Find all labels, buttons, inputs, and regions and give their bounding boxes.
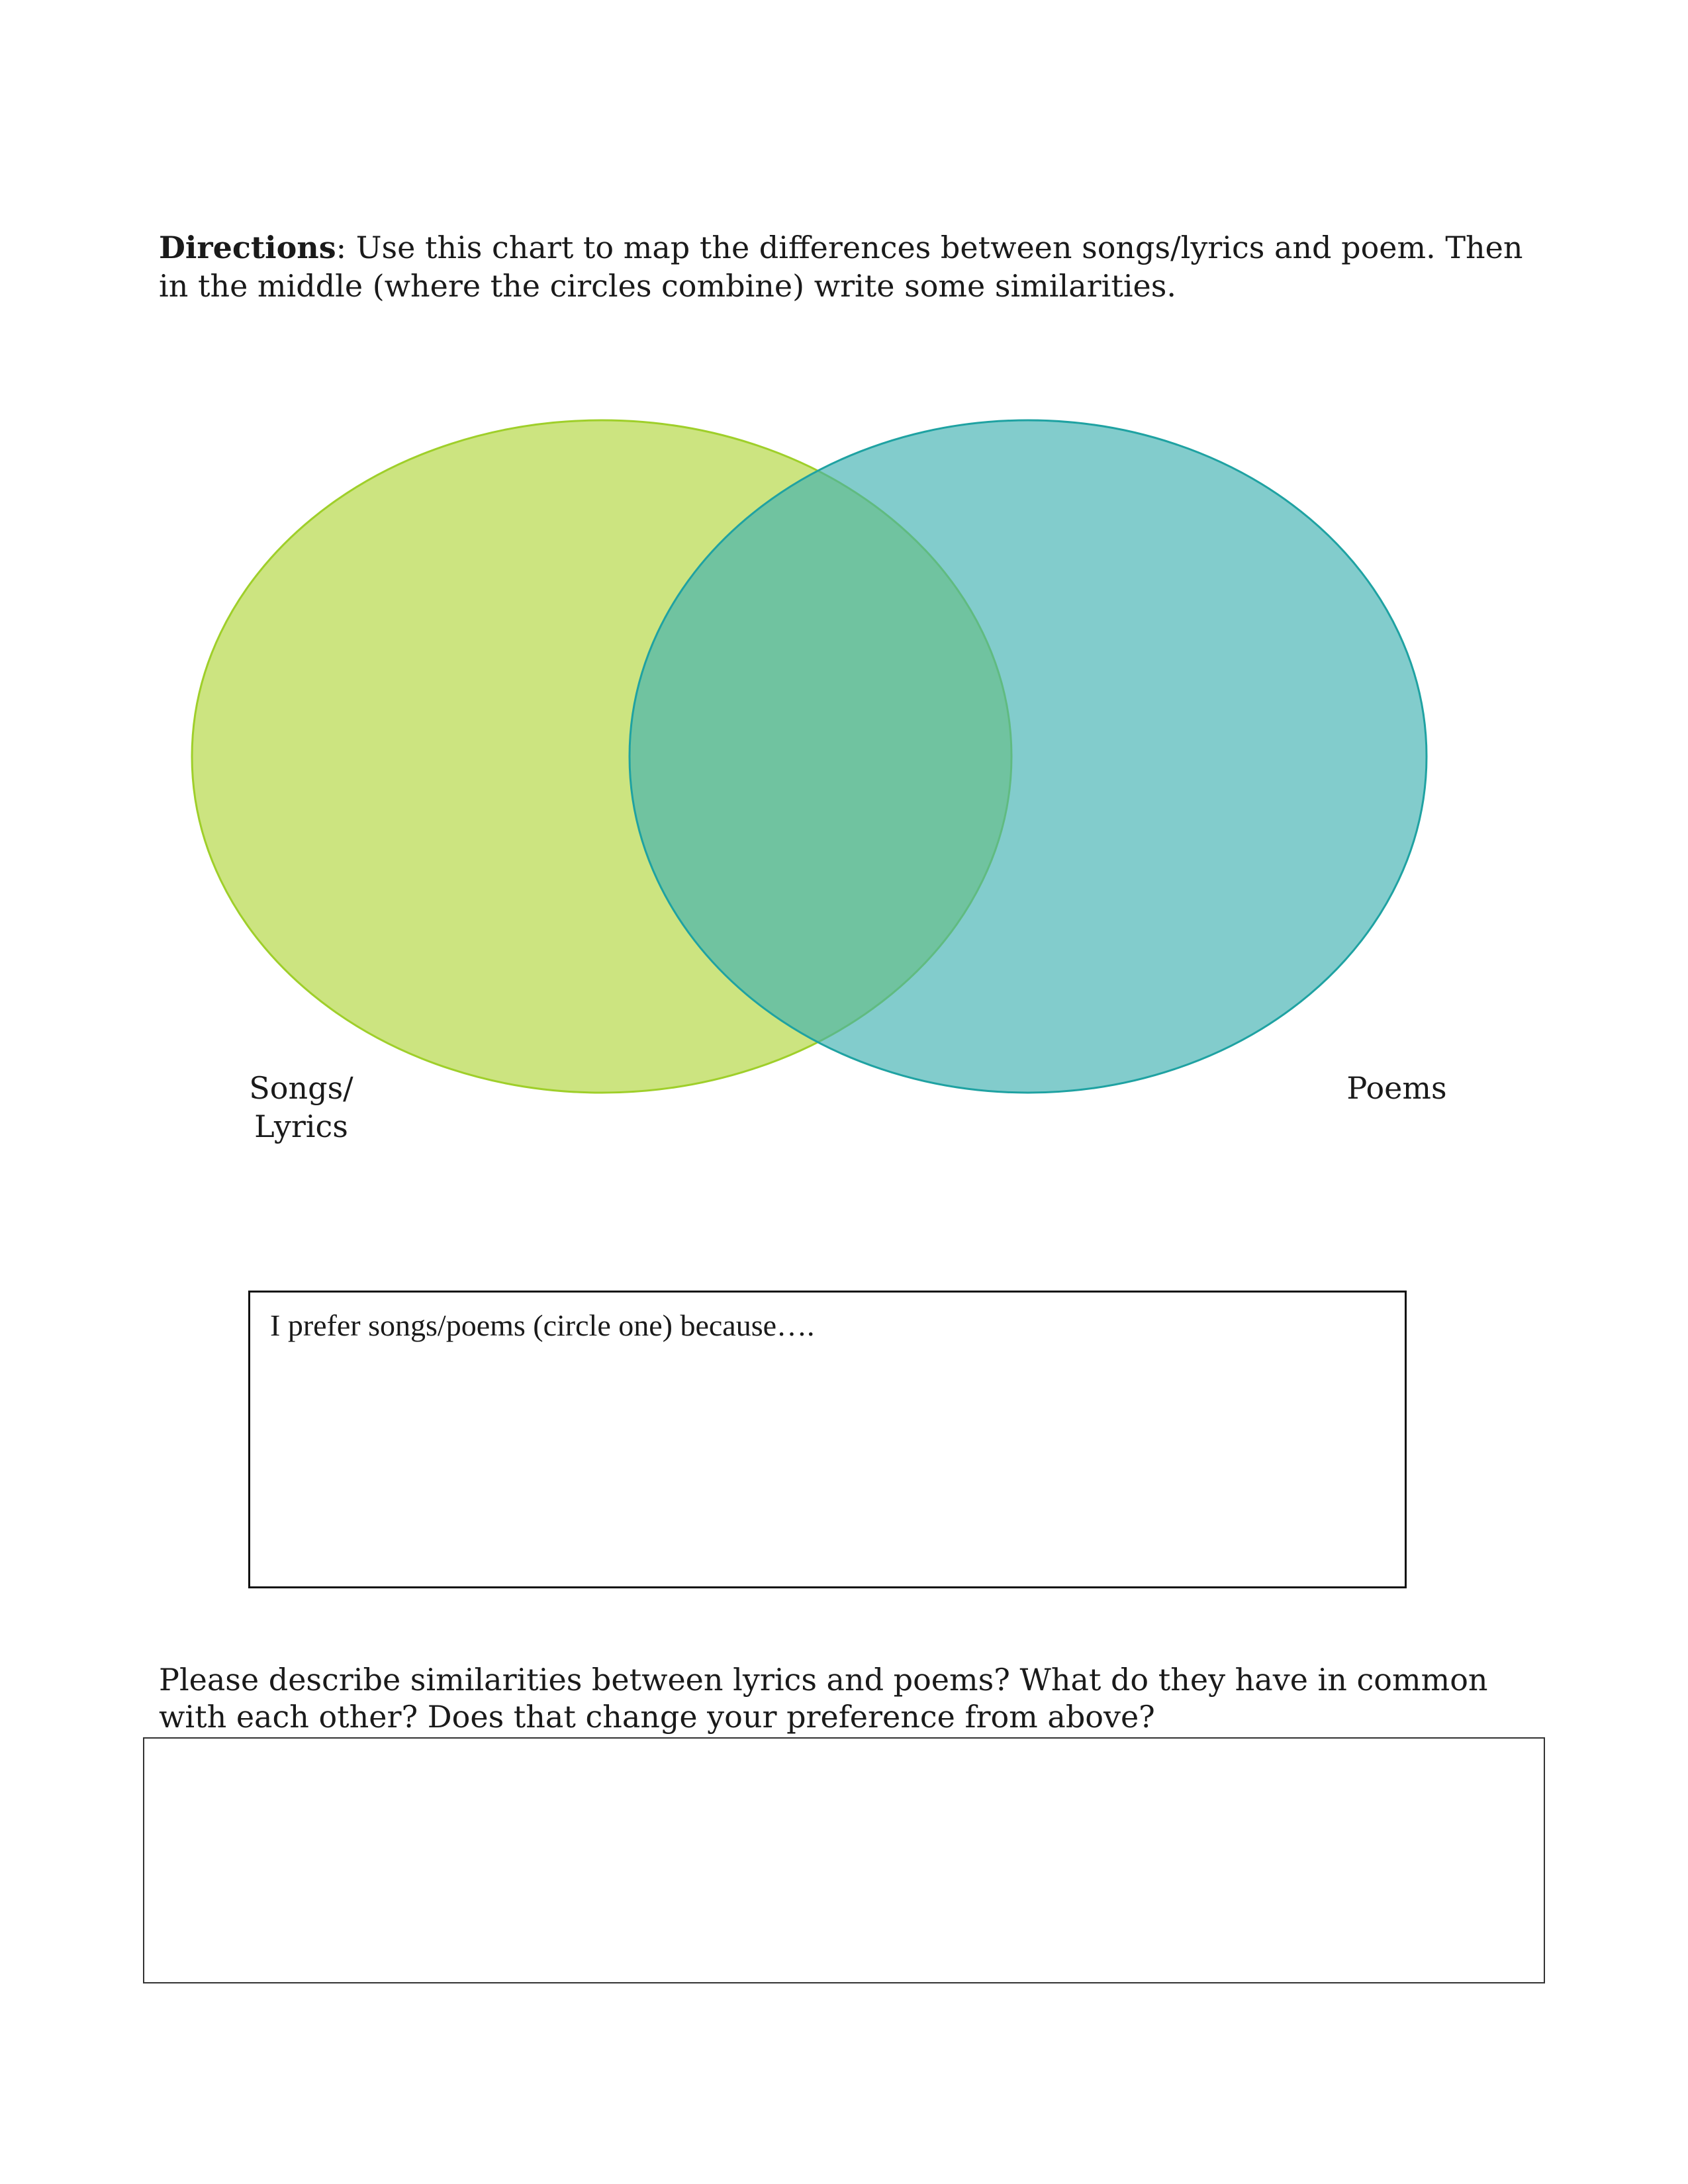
similarities-question: Please describe similarities between lyrics and poems? What do they have in common with each other? Does that change your preference from above?	[159, 1662, 1488, 1735]
preference-answer-box[interactable]	[248, 1291, 1407, 1588]
songs-label-line1: Songs/	[249, 1070, 353, 1106]
preference-prompt: I prefer songs/poems (circle one) because….	[270, 1308, 815, 1342]
songs-label-line2: Lyrics	[254, 1109, 348, 1144]
songs-lyrics-label	[245, 1069, 357, 1146]
similarities-answer-box[interactable]	[143, 1737, 1545, 1983]
venn-circle-poems[interactable]	[630, 420, 1427, 1093]
directions-body: : Use this chart to map the differences between songs/lyrics and poem. Then in the middle (where the circles combine) write some similarities.	[159, 230, 1523, 304]
directions-label: Directions	[159, 230, 336, 265]
poems-label: Poems	[1346, 1070, 1447, 1106]
